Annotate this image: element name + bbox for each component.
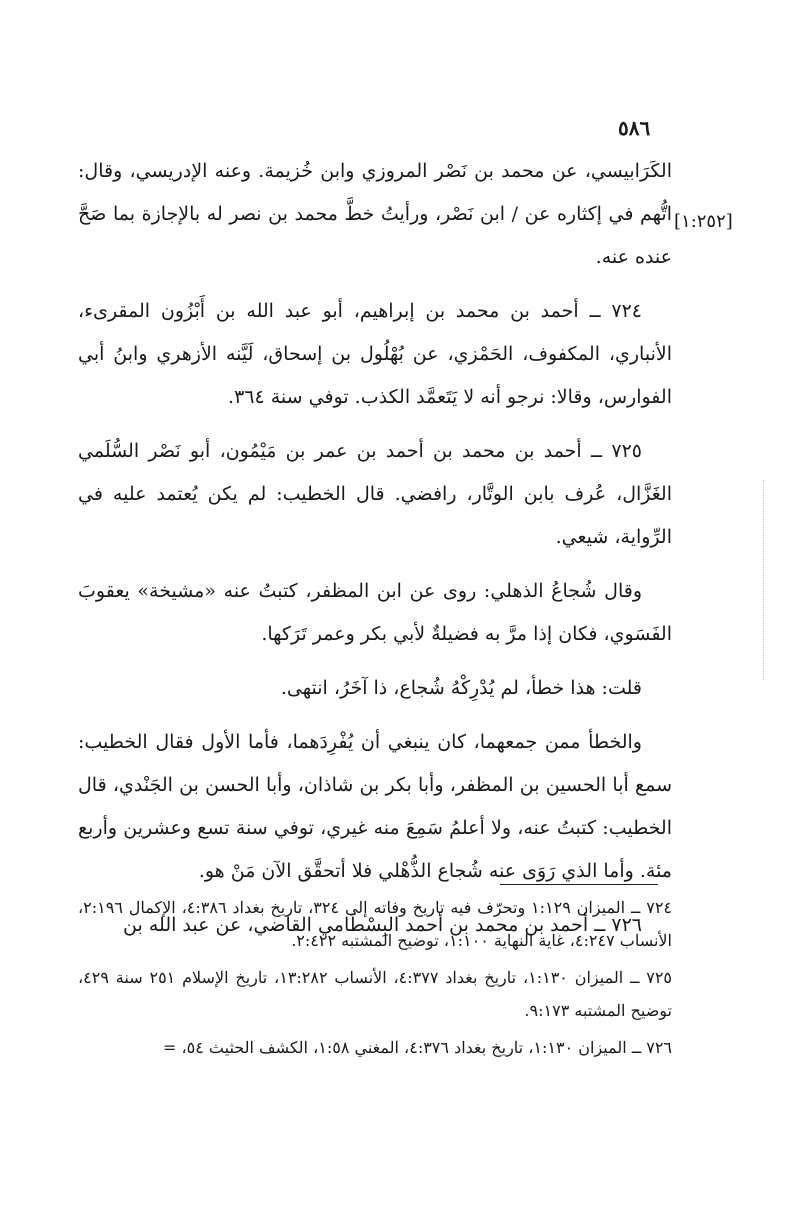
paragraph-note: قلت: هذا خطأ، لم يُدْرِكْهُ شُجاع، ذا آخَرُ، انتهى. [280,677,642,699]
entry-724: ٧٢٤ ــ أحمد بن محمد بن إبراهيم، أبو عبد الله بن أَبْزُون المقرىء، الأنباري، المكفوف، الحَمْزي، عن بُهْلُول بن إسحاق، لَيَّنه الأزهري وابنُ أبي الفوارس، وقالا: نرجو أنه لا يَتَعمَّد الكذب. توفي سنة ٣٦٤. [78,300,672,408]
entry-725: ٧٢٥ ــ أحمد بن محمد بن أحمد بن عمر بن مَيْمُون، أبو نَصْر السُّلَمي الغَزَّال، عُرف بابن الوتَّار، رافضي. قال الخطيب: لم يكن يُعتمد عليه في الرِّواية، شيعي. [78,440,672,548]
footnote-724: ٧٢٤ ــ الميزان ١:١٢٩ وتحرّف فيه تاريخ وفاته إلى ٣٢٤، تاريخ بغداد ٤:٣٨٦، الإكمال ٢:١٩٦، الأنساب ٤:٢٤٧، غاية النهاية ١:١٠٠، توضيح المشتبه ٢:٤٢٢. [78,898,672,950]
footnotes [78,891,672,1068]
page-number: ٥٨٦ [618,116,651,140]
paragraph-continuation: الكَرَابيسي، عن محمد بن نَصْر المروزي وابن خُزيمة. وعنه الإدريسي، وقال: اتُّهم في إكثاره عن / ابن نَصْر، ورأيتُ خطَّ محمد بن نصر له بالإجازة بما صَحَّ عنده عنه. [78,160,672,268]
main-text [78,150,672,958]
footnote-725: ٧٢٥ ــ الميزان ١:١٣٠، تاريخ بغداد ٤:٣٧٧، الأنساب ١٣:٢٨٢، تاريخ الإسلام ٢٥١ سنة ٤٢٩، توضيح المشتبه ٩:١٧٣. [78,968,673,1020]
scan-artifact-line [763,480,764,680]
margin-reference: [١:٢٥٢] [674,211,733,232]
paragraph-correction: والخطأ ممن جمعهما، كان ينبغي أن يُفْرِدَهما، فأما الأول فقال الخطيب: سمع أبا الحسين بن المظفر، وأبا بكر بن شاذان، وأبا الحسن بن الجَنْدي، قال الخطيب: كتبتُ عنه، ولا أعلمُ سَمِعَ منه غيري، توفي سنة تسع وعشرين وأربع مئة. وأما الذي رَوَى عنه شُجاع الذُّهْلي فلا أتحقَّق الآن مَنْ هو. [78,731,672,882]
footnote-divider [500,884,658,885]
entry-726: ٧٢٦ ــ أحمد بن محمد بن أحمد البِسْطَامي القاضي، عن عبد الله بن [123,914,642,936]
footnote-726: ٧٢٦ ــ الميزان ١:١٣٠، تاريخ بغداد ٤:٣٧٦، المغني ١:٥٨، الكشف الحثيث ٥٤، = [162,1038,672,1057]
paragraph-shuja: وقال شُجاعُ الذهلي: روى عن ابن المظفر، كتبتُ عنه «مشيخة» يعقوبَ الفَسَوي، فكان إذا مرَّ به فضيلةٌ لأبي بكر وعمر تَرَكها. [78,580,672,645]
